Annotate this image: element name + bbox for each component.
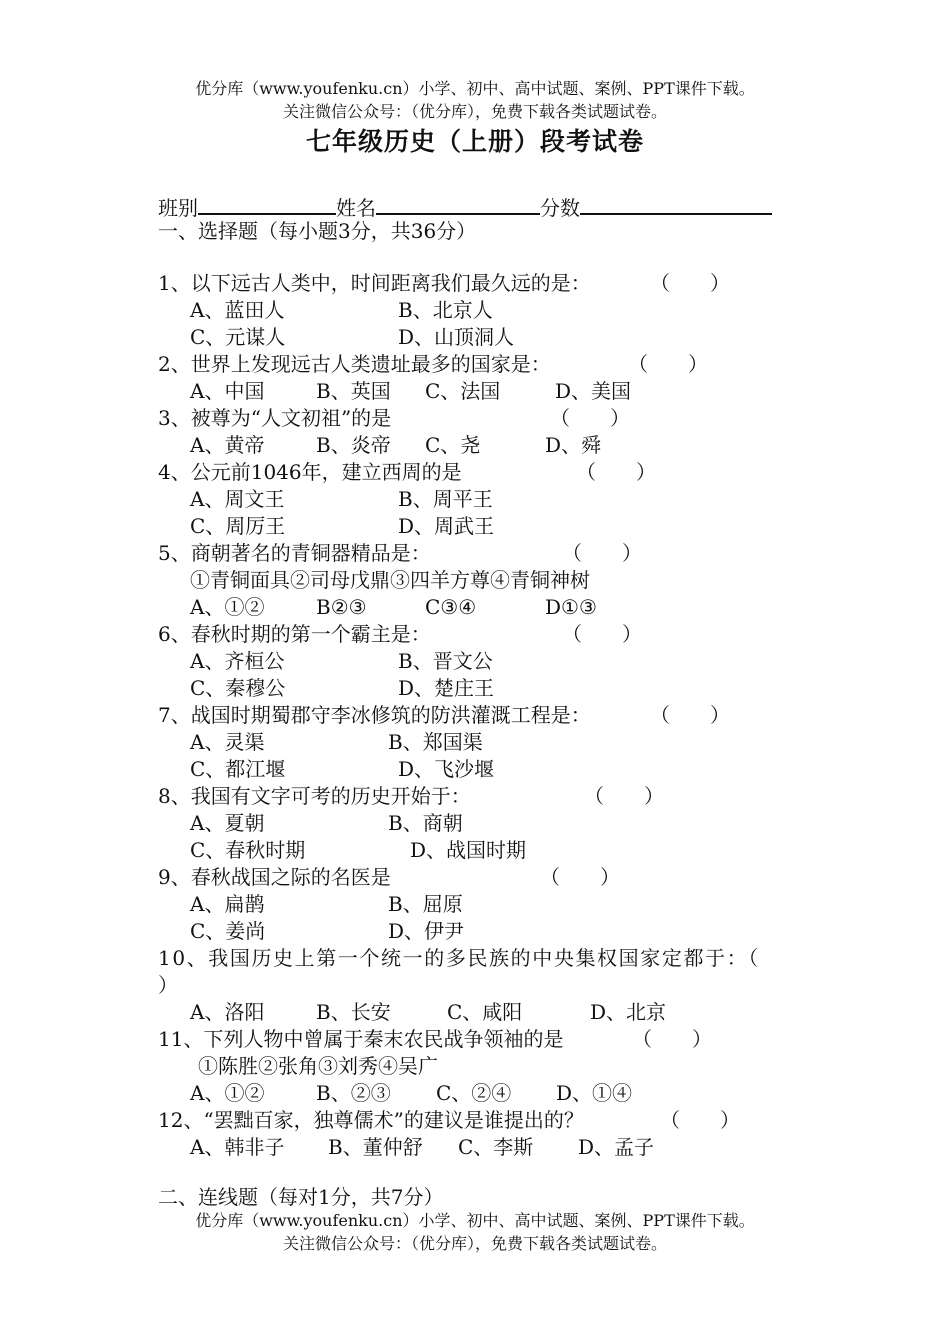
q7-answer-paren[interactable]: （ ）	[650, 703, 730, 727]
q9-option-a: A、扁鹊	[190, 892, 265, 916]
q8-option-b: B、商朝	[388, 811, 463, 835]
q11-option-d: D、①④	[556, 1081, 633, 1105]
q1-answer-paren[interactable]: （ ）	[650, 271, 730, 295]
q1-option-d: D、山顶洞人	[398, 325, 515, 349]
q6-option-b: B、晋文公	[398, 649, 493, 673]
q1-option-b: B、北京人	[398, 298, 493, 322]
q9-stem: 9、春秋战国之际的名医是	[158, 865, 391, 889]
q7-stem: 7、战国时期蜀郡守李冰修筑的防洪灌溉工程是：	[158, 703, 591, 727]
q5-option-a: A、①②	[190, 595, 265, 619]
q7-option-a: A、灵渠	[190, 730, 265, 754]
q8-option-a: A、夏朝	[190, 811, 265, 835]
q12-option-c: C、李斯	[458, 1135, 534, 1159]
q5-stem: 5、商朝著名的青铜器精品是：	[158, 541, 431, 565]
q12-stem: 12、“罢黜百家，独尊儒术”的建议是谁提出的？	[158, 1108, 584, 1132]
q4-stem: 4、公元前1046年，建立西周的是	[158, 460, 462, 484]
q7-option-c: C、都江堰	[190, 757, 286, 781]
class-blank[interactable]	[198, 191, 336, 215]
exam-title: 七年级历史（上册）段考试卷	[305, 127, 644, 156]
score-label: 分数	[540, 196, 580, 220]
q4-option-c: C、周厉王	[190, 514, 286, 538]
section-1-heading: 一、选择题（每小题3分，共36分）	[158, 219, 477, 243]
section-2-heading: 二、连线题（每对1分，共7分）	[158, 1185, 444, 1209]
q8-option-c: C、春秋时期	[190, 838, 306, 862]
q10-option-d: D、北京	[590, 1000, 667, 1024]
q7-option-b: B、郑国渠	[388, 730, 483, 754]
q2-stem: 2、世界上发现远古人类遗址最多的国家是：	[158, 352, 551, 376]
q4-answer-paren[interactable]: （ ）	[576, 460, 656, 484]
q11-option-b: B、②③	[316, 1081, 391, 1105]
q3-option-d: D、舜	[545, 433, 602, 457]
q10-option-a: A、洛阳	[190, 1000, 265, 1024]
q10-option-c: C、咸阳	[447, 1000, 523, 1024]
q7-option-d: D、飞沙堰	[398, 757, 495, 781]
score-blank[interactable]	[580, 191, 772, 215]
q5-sub-items: ①青铜面具②司母戊鼎③四羊方尊④青铜神树	[190, 568, 590, 592]
q9-option-d: D、伊尹	[388, 919, 465, 943]
q8-stem: 8、我国有文字可考的历史开始于：	[158, 784, 471, 808]
q12-answer-paren[interactable]: （ ）	[660, 1108, 740, 1132]
q11-option-a: A、①②	[190, 1081, 265, 1105]
q6-stem: 6、春秋时期的第一个霸主是：	[158, 622, 431, 646]
q5-answer-paren[interactable]: （ ）	[562, 541, 642, 565]
q9-option-b: B、屈原	[388, 892, 463, 916]
q10-stem: 10、我国历史上第一个统一的多民族的中央集权国家定都于：（	[158, 946, 760, 970]
q10-stem-continued[interactable]: ）	[158, 973, 178, 997]
q5-option-d: D①③	[545, 595, 597, 619]
q12-option-d: D、孟子	[578, 1135, 655, 1159]
q2-option-b: B、英国	[316, 379, 391, 403]
q10-option-b: B、长安	[316, 1000, 391, 1024]
class-label: 班别	[158, 196, 198, 220]
q11-stem: 11、下列人物中曾属于秦末农民战争领袖的是	[158, 1027, 564, 1051]
q2-answer-paren[interactable]: （ ）	[628, 352, 708, 376]
q3-stem: 3、被尊为“人文初祖”的是	[158, 406, 392, 430]
q3-option-c: C、尧	[425, 433, 481, 457]
q11-answer-paren[interactable]: （ ）	[632, 1027, 712, 1051]
header-line-2: 关注微信公众号：（优分库），免费下载各类试题试卷。	[282, 102, 667, 121]
q3-option-a: A、黄帝	[190, 433, 265, 457]
q8-option-d: D、战国时期	[410, 838, 527, 862]
q5-option-c: C③④	[425, 595, 477, 619]
q12-option-a: A、韩非子	[190, 1135, 285, 1159]
q6-option-d: D、楚庄王	[398, 676, 495, 700]
q1-option-c: C、元谋人	[190, 325, 286, 349]
q6-option-c: C、秦穆公	[190, 676, 286, 700]
q2-option-d: D、美国	[555, 379, 632, 403]
q11-option-c: C、②④	[436, 1081, 512, 1105]
q1-stem: 1、以下远古人类中，时间距离我们最久远的是：	[158, 271, 591, 295]
q8-answer-paren[interactable]: （ ）	[584, 784, 664, 808]
q4-option-d: D、周武王	[398, 514, 495, 538]
q4-option-b: B、周平王	[398, 487, 493, 511]
q3-option-b: B、炎帝	[316, 433, 391, 457]
q6-option-a: A、齐桓公	[190, 649, 285, 673]
footer-line-2: 关注微信公众号：（优分库），免费下载各类试题试卷。	[282, 1234, 667, 1253]
q2-option-a: A、中国	[190, 379, 265, 403]
name-label: 姓名	[336, 196, 376, 220]
q5-option-b: B②③	[316, 595, 367, 619]
q3-answer-paren[interactable]: （ ）	[550, 406, 630, 430]
q4-option-a: A、周文王	[190, 487, 285, 511]
q9-answer-paren[interactable]: （ ）	[540, 865, 620, 889]
name-blank[interactable]	[376, 191, 540, 215]
header-line-1: 优分库（www.youfenku.cn）小学、初中、高中试题、案例、PPT课件下载。	[195, 79, 755, 98]
q6-answer-paren[interactable]: （ ）	[562, 622, 642, 646]
q12-option-b: B、董仲舒	[328, 1135, 423, 1159]
q1-option-a: A、蓝田人	[190, 298, 285, 322]
footer-line-1: 优分库（www.youfenku.cn）小学、初中、高中试题、案例、PPT课件下载。	[195, 1211, 755, 1230]
q9-option-c: C、姜尚	[190, 919, 266, 943]
q11-sub-items: ①陈胜②张角③刘秀④吴广	[198, 1054, 438, 1078]
q2-option-c: C、法国	[425, 379, 501, 403]
